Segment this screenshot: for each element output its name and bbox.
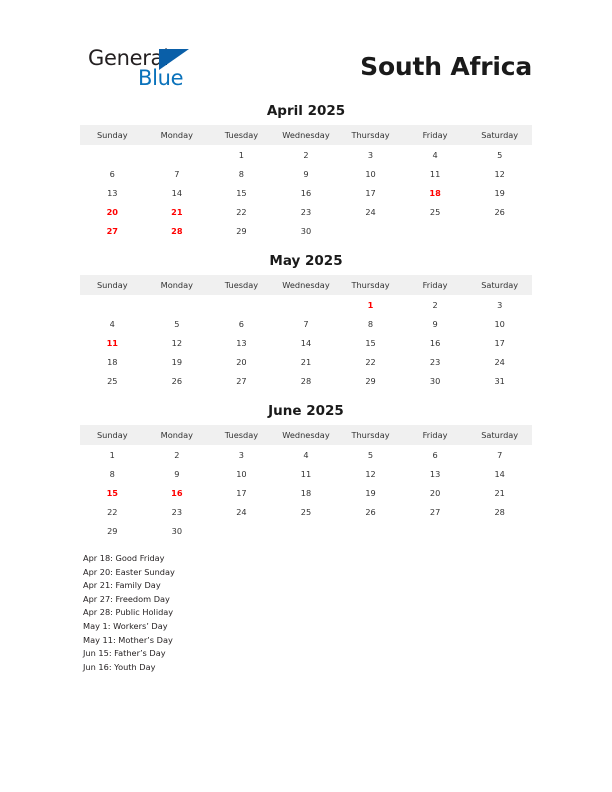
weekday-header-saturday: Saturday (467, 425, 532, 445)
day-cell[interactable]: 5 (174, 318, 180, 329)
day-cell[interactable]: 1 (109, 449, 115, 460)
day-cell[interactable]: 10 (365, 168, 376, 179)
holiday-legend-item: Apr 21: Family Day (83, 580, 161, 591)
day-cell[interactable]: 22 (365, 356, 376, 367)
day-cell[interactable]: 23 (171, 506, 183, 517)
empty-day-cell (467, 221, 532, 240)
day-cell[interactable]: 15 (236, 187, 247, 198)
month-grid (80, 425, 532, 540)
month-grid (80, 125, 532, 240)
day-cell[interactable]: 24 (236, 506, 247, 517)
logo-text-general: General (88, 46, 169, 70)
day-cell[interactable]: 31 (494, 375, 505, 386)
empty-day-cell (338, 521, 403, 540)
day-cell[interactable]: 12 (365, 468, 376, 479)
day-cell[interactable]: 11 (429, 168, 441, 179)
empty-day-cell (209, 295, 274, 314)
empty-day-cell (80, 295, 145, 314)
empty-day-cell (403, 221, 468, 240)
holiday-day-cell[interactable]: 27 (106, 225, 118, 236)
week-row (80, 221, 532, 240)
day-cell[interactable]: 27 (236, 375, 247, 386)
week-row (80, 502, 532, 521)
weekday-header-thursday: Thursday (338, 425, 403, 445)
month-block (80, 253, 532, 390)
day-cell[interactable]: 14 (494, 468, 505, 479)
holiday-day-cell[interactable]: 20 (106, 206, 118, 217)
week-row (80, 483, 532, 502)
weekday-header-friday: Friday (403, 425, 468, 445)
weekday-header-tuesday: Tuesday (209, 425, 274, 445)
day-cell[interactable]: 17 (494, 337, 505, 348)
day-cell[interactable]: 4 (303, 449, 309, 460)
holiday-day-cell[interactable]: 18 (429, 187, 441, 198)
general-blue-logo (88, 46, 208, 92)
day-cell[interactable]: 2 (303, 149, 309, 160)
day-cell[interactable]: 14 (300, 337, 312, 348)
day-cell[interactable]: 14 (171, 187, 183, 198)
week-row (80, 202, 532, 221)
day-cell[interactable]: 8 (367, 318, 374, 329)
day-cell[interactable]: 12 (494, 168, 505, 179)
weekday-header-wednesday: Wednesday (274, 125, 339, 145)
day-cell[interactable]: 6 (432, 449, 438, 460)
day-cell[interactable]: 10 (236, 468, 247, 479)
day-cell[interactable]: 9 (432, 318, 438, 329)
week-row (80, 164, 532, 183)
holiday-day-cell[interactable]: 11 (106, 337, 118, 348)
day-cell[interactable]: 17 (236, 487, 247, 498)
weekday-header-tuesday: Tuesday (209, 275, 274, 295)
logo-text-blue: Blue (138, 66, 184, 90)
day-cell[interactable]: 13 (429, 468, 441, 479)
weekday-header-saturday: Saturday (467, 125, 532, 145)
day-cell[interactable]: 3 (367, 149, 374, 160)
day-cell[interactable]: 23 (300, 206, 312, 217)
empty-day-cell (145, 145, 210, 164)
week-row (80, 295, 532, 314)
day-cell[interactable]: 11 (300, 468, 312, 479)
day-cell[interactable]: 25 (300, 506, 312, 517)
day-cell[interactable]: 26 (171, 375, 183, 386)
day-cell[interactable]: 7 (303, 318, 309, 329)
day-cell[interactable]: 20 (429, 487, 441, 498)
month-block (80, 103, 532, 240)
weekday-header-saturday: Saturday (467, 275, 532, 295)
holiday-day-cell[interactable]: 16 (171, 487, 183, 498)
holiday-day-cell[interactable]: 1 (367, 299, 374, 310)
day-cell[interactable]: 30 (300, 225, 312, 236)
weekday-header-row (80, 425, 532, 445)
weekday-header-monday: Monday (145, 275, 210, 295)
weekday-header-monday: Monday (145, 425, 210, 445)
empty-day-cell (274, 295, 339, 314)
holiday-day-cell[interactable]: 21 (171, 206, 183, 217)
holiday-legend-item: May 1: Workers’ Day (83, 620, 168, 631)
day-cell[interactable]: 17 (365, 187, 376, 198)
holiday-legend-item: Jun 16: Youth Day (83, 661, 156, 672)
day-cell[interactable]: 19 (494, 187, 505, 198)
month-title: April 2025 (266, 103, 346, 119)
day-cell[interactable]: 22 (236, 206, 247, 217)
holiday-legend-item: Apr 18: Good Friday (83, 553, 165, 563)
day-cell[interactable]: 9 (174, 468, 180, 479)
weekday-header-row (80, 275, 532, 295)
weekday-header-thursday: Thursday (338, 125, 403, 145)
day-cell[interactable]: 9 (303, 168, 309, 179)
day-cell[interactable]: 5 (367, 449, 374, 460)
day-cell[interactable]: 13 (236, 337, 247, 348)
day-cell[interactable]: 1 (238, 149, 245, 160)
empty-day-cell (403, 521, 468, 540)
day-cell[interactable]: 16 (300, 187, 312, 198)
day-cell[interactable]: 18 (300, 487, 312, 498)
day-cell[interactable]: 16 (429, 337, 441, 348)
day-cell[interactable]: 23 (429, 356, 441, 367)
day-cell[interactable]: 21 (300, 356, 312, 367)
day-cell[interactable]: 28 (300, 375, 312, 386)
week-row (80, 445, 532, 464)
month-title: June 2025 (268, 403, 344, 419)
day-cell[interactable]: 27 (429, 506, 441, 517)
day-cell[interactable]: 30 (171, 525, 183, 536)
month-block (80, 403, 532, 540)
month-grid (80, 275, 532, 390)
day-cell[interactable]: 8 (109, 468, 115, 479)
holiday-legend-item: Apr 27: Freedom Day (83, 593, 170, 604)
holiday-legend-item: Apr 28: Public Holiday (83, 607, 174, 618)
day-cell[interactable]: 2 (174, 449, 180, 460)
day-cell[interactable]: 19 (171, 356, 183, 367)
day-cell[interactable]: 7 (497, 449, 503, 460)
day-cell[interactable]: 22 (107, 506, 118, 517)
holiday-day-cell[interactable]: 15 (106, 487, 118, 498)
day-cell[interactable]: 29 (365, 375, 376, 386)
holiday-legend-item: Jun 15: Father’s Day (83, 648, 166, 659)
weekday-header-tuesday: Tuesday (209, 125, 274, 145)
holiday-day-cell[interactable]: 28 (171, 225, 183, 236)
day-cell[interactable]: 29 (236, 225, 247, 236)
weekday-header-wednesday: Wednesday (274, 275, 339, 295)
holiday-legend-item: May 11: Mother’s Day (83, 634, 173, 645)
empty-day-cell (145, 295, 210, 314)
weekday-header-sunday: Sunday (80, 275, 145, 295)
day-cell[interactable]: 18 (107, 356, 118, 367)
month-title: May 2025 (269, 253, 343, 269)
day-cell[interactable]: 13 (107, 187, 118, 198)
day-cell[interactable]: 21 (494, 487, 505, 498)
empty-day-cell (209, 521, 274, 540)
day-cell[interactable]: 5 (497, 149, 503, 160)
day-cell[interactable]: 15 (365, 337, 376, 348)
empty-day-cell (274, 521, 339, 540)
day-cell[interactable]: 26 (494, 206, 505, 217)
week-row (80, 145, 532, 164)
day-cell[interactable]: 4 (432, 149, 438, 160)
day-cell[interactable]: 6 (238, 318, 245, 329)
week-row (80, 352, 532, 371)
empty-day-cell (338, 221, 403, 240)
day-cell[interactable]: 20 (236, 356, 247, 367)
weekday-header-sunday: Sunday (80, 125, 145, 145)
weekday-header-monday: Monday (145, 125, 210, 145)
weekday-header-friday: Friday (403, 275, 468, 295)
day-cell[interactable]: 10 (494, 318, 505, 329)
day-cell[interactable]: 30 (429, 375, 441, 386)
day-cell[interactable]: 7 (174, 168, 180, 179)
week-row (80, 371, 532, 390)
weekday-header-sunday: Sunday (80, 425, 145, 445)
day-cell[interactable]: 3 (238, 449, 245, 460)
day-cell[interactable]: 2 (432, 299, 438, 310)
day-cell[interactable]: 26 (365, 506, 376, 517)
day-cell[interactable]: 24 (365, 206, 376, 217)
day-cell[interactable]: 29 (107, 525, 118, 536)
weekday-header-wednesday: Wednesday (274, 425, 339, 445)
day-cell[interactable]: 28 (494, 506, 505, 517)
day-cell[interactable]: 24 (494, 356, 505, 367)
day-cell[interactable]: 19 (365, 487, 376, 498)
empty-day-cell (80, 145, 145, 164)
page-title: South Africa (360, 52, 532, 81)
weekday-header-row (80, 125, 532, 145)
week-row (80, 333, 532, 352)
day-cell[interactable]: 25 (107, 375, 118, 386)
day-cell[interactable]: 25 (429, 206, 441, 217)
day-cell[interactable]: 12 (171, 337, 183, 348)
empty-day-cell (467, 521, 532, 540)
week-row (80, 314, 532, 333)
week-row (80, 183, 532, 202)
weekday-header-thursday: Thursday (338, 275, 403, 295)
week-row (80, 464, 532, 483)
day-cell[interactable]: 6 (109, 168, 115, 179)
day-cell[interactable]: 3 (497, 299, 503, 310)
holiday-legend-list (83, 552, 383, 674)
week-row (80, 521, 532, 540)
day-cell[interactable]: 8 (238, 168, 245, 179)
weekday-header-friday: Friday (403, 125, 468, 145)
page-header (0, 0, 612, 100)
day-cell[interactable]: 4 (109, 318, 115, 329)
holiday-legend-item: Apr 20: Easter Sunday (83, 566, 175, 577)
